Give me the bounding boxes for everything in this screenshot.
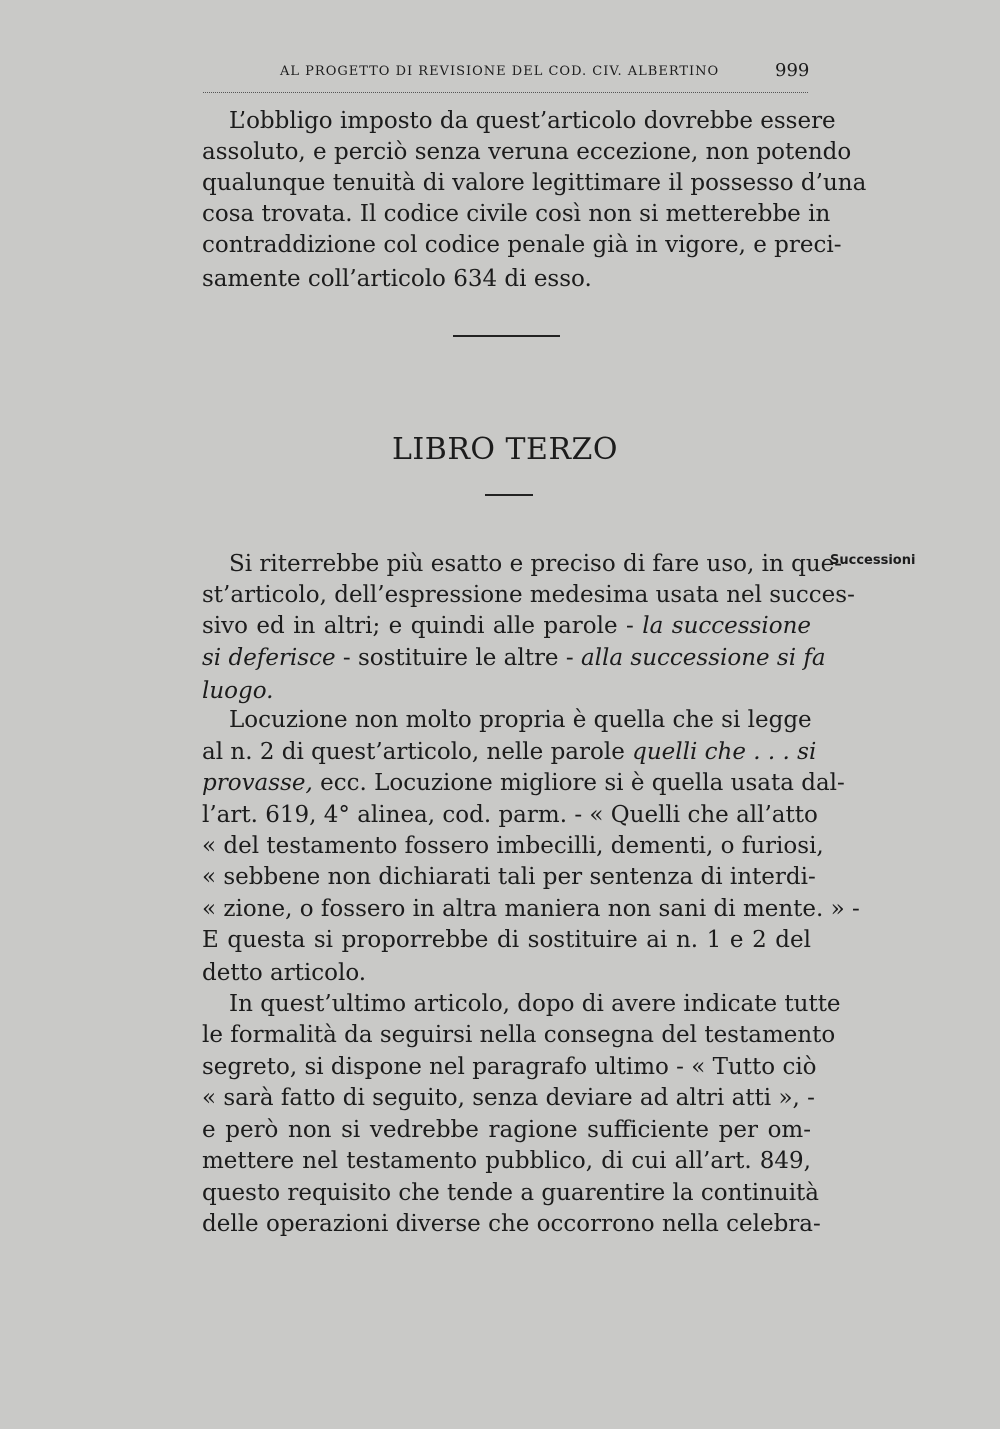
header-rule [203,92,808,93]
running-title: AL PROGETTO DI REVISIONE DEL COD. CIV. ALBERTINO [280,64,720,79]
text-line: detto articolo. [202,960,367,986]
text-line: « sebbene non dichiarati tali per sentenza di interdi- [202,864,816,890]
separator-rule [453,335,560,337]
text-line: st’articolo, dell’espressione medesima usata nel succes- [202,582,855,608]
text-line: samente coll’articolo 634 di esso. [202,266,592,292]
text-line: contraddizione col codice penale già in vigore, e preci- [202,232,842,258]
text-line: E questa si proporrebbe di sostituire ai n. 1 e 2 del [202,927,811,953]
text-line: assoluto, e perciò senza veruna eccezione, non potendo [202,139,852,165]
text-line: segreto, si dispone nel paragrafo ultimo - « Tutto ciò [202,1054,817,1080]
text-line: « zione, o fossero in altra maniera non sani di mente. » - [202,896,860,922]
text-line: « sarà fatto di seguito, senza deviare ad altri atti », - [202,1085,815,1111]
text-line: In quest’ultimo articolo, dopo di avere indicate tutte [229,991,841,1017]
text-line: delle operazioni diverse che occorrono nella celebra- [202,1211,821,1237]
separator-rule-short [485,494,533,496]
text-line: cosa trovata. Il codice civile così non si metterebbe in [202,201,831,227]
text-line: sivo ed in altri; e quindi alle parole - la successione [202,613,811,639]
text-line: provasse, ecc. Locuzione migliore si è quella usata dal- [202,770,845,796]
book-title: LIBRO TERZO [392,432,618,467]
text-line: qualunque tenuità di valore legittimare il possesso d’una [202,170,867,196]
text-line: « del testamento fossero imbecilli, dementi, o furiosi, [202,833,824,859]
text-line: al n. 2 di quest’articolo, nelle parole quelli che . . . si [202,739,817,765]
margin-note: Successioni [830,553,916,568]
text-line: Si riterrebbe più esatto e preciso di fare uso, in que- [229,551,843,577]
text-line: e però non si vedrebbe ragione sufficiente per om- [202,1117,811,1143]
text-line: Locuzione non molto propria è quella che si legge [229,707,812,733]
text-line: luogo. [202,678,274,704]
page-number: 999 [775,60,810,81]
text-line: l’art. 619, 4° alinea, cod. parm. - « Quelli che all’atto [202,802,818,828]
text-line: mettere nel testamento pubblico, di cui all’art. 849, [202,1148,811,1174]
text-line: L’obbligo imposto da quest’articolo dovrebbe essere [229,108,836,134]
text-line: questo requisito che tende a guarentire la continuità [202,1180,820,1206]
text-line: le formalità da seguirsi nella consegna del testamento [202,1022,836,1048]
text-line: si deferisce - sostituire le altre - alla successione si fa [202,645,826,671]
